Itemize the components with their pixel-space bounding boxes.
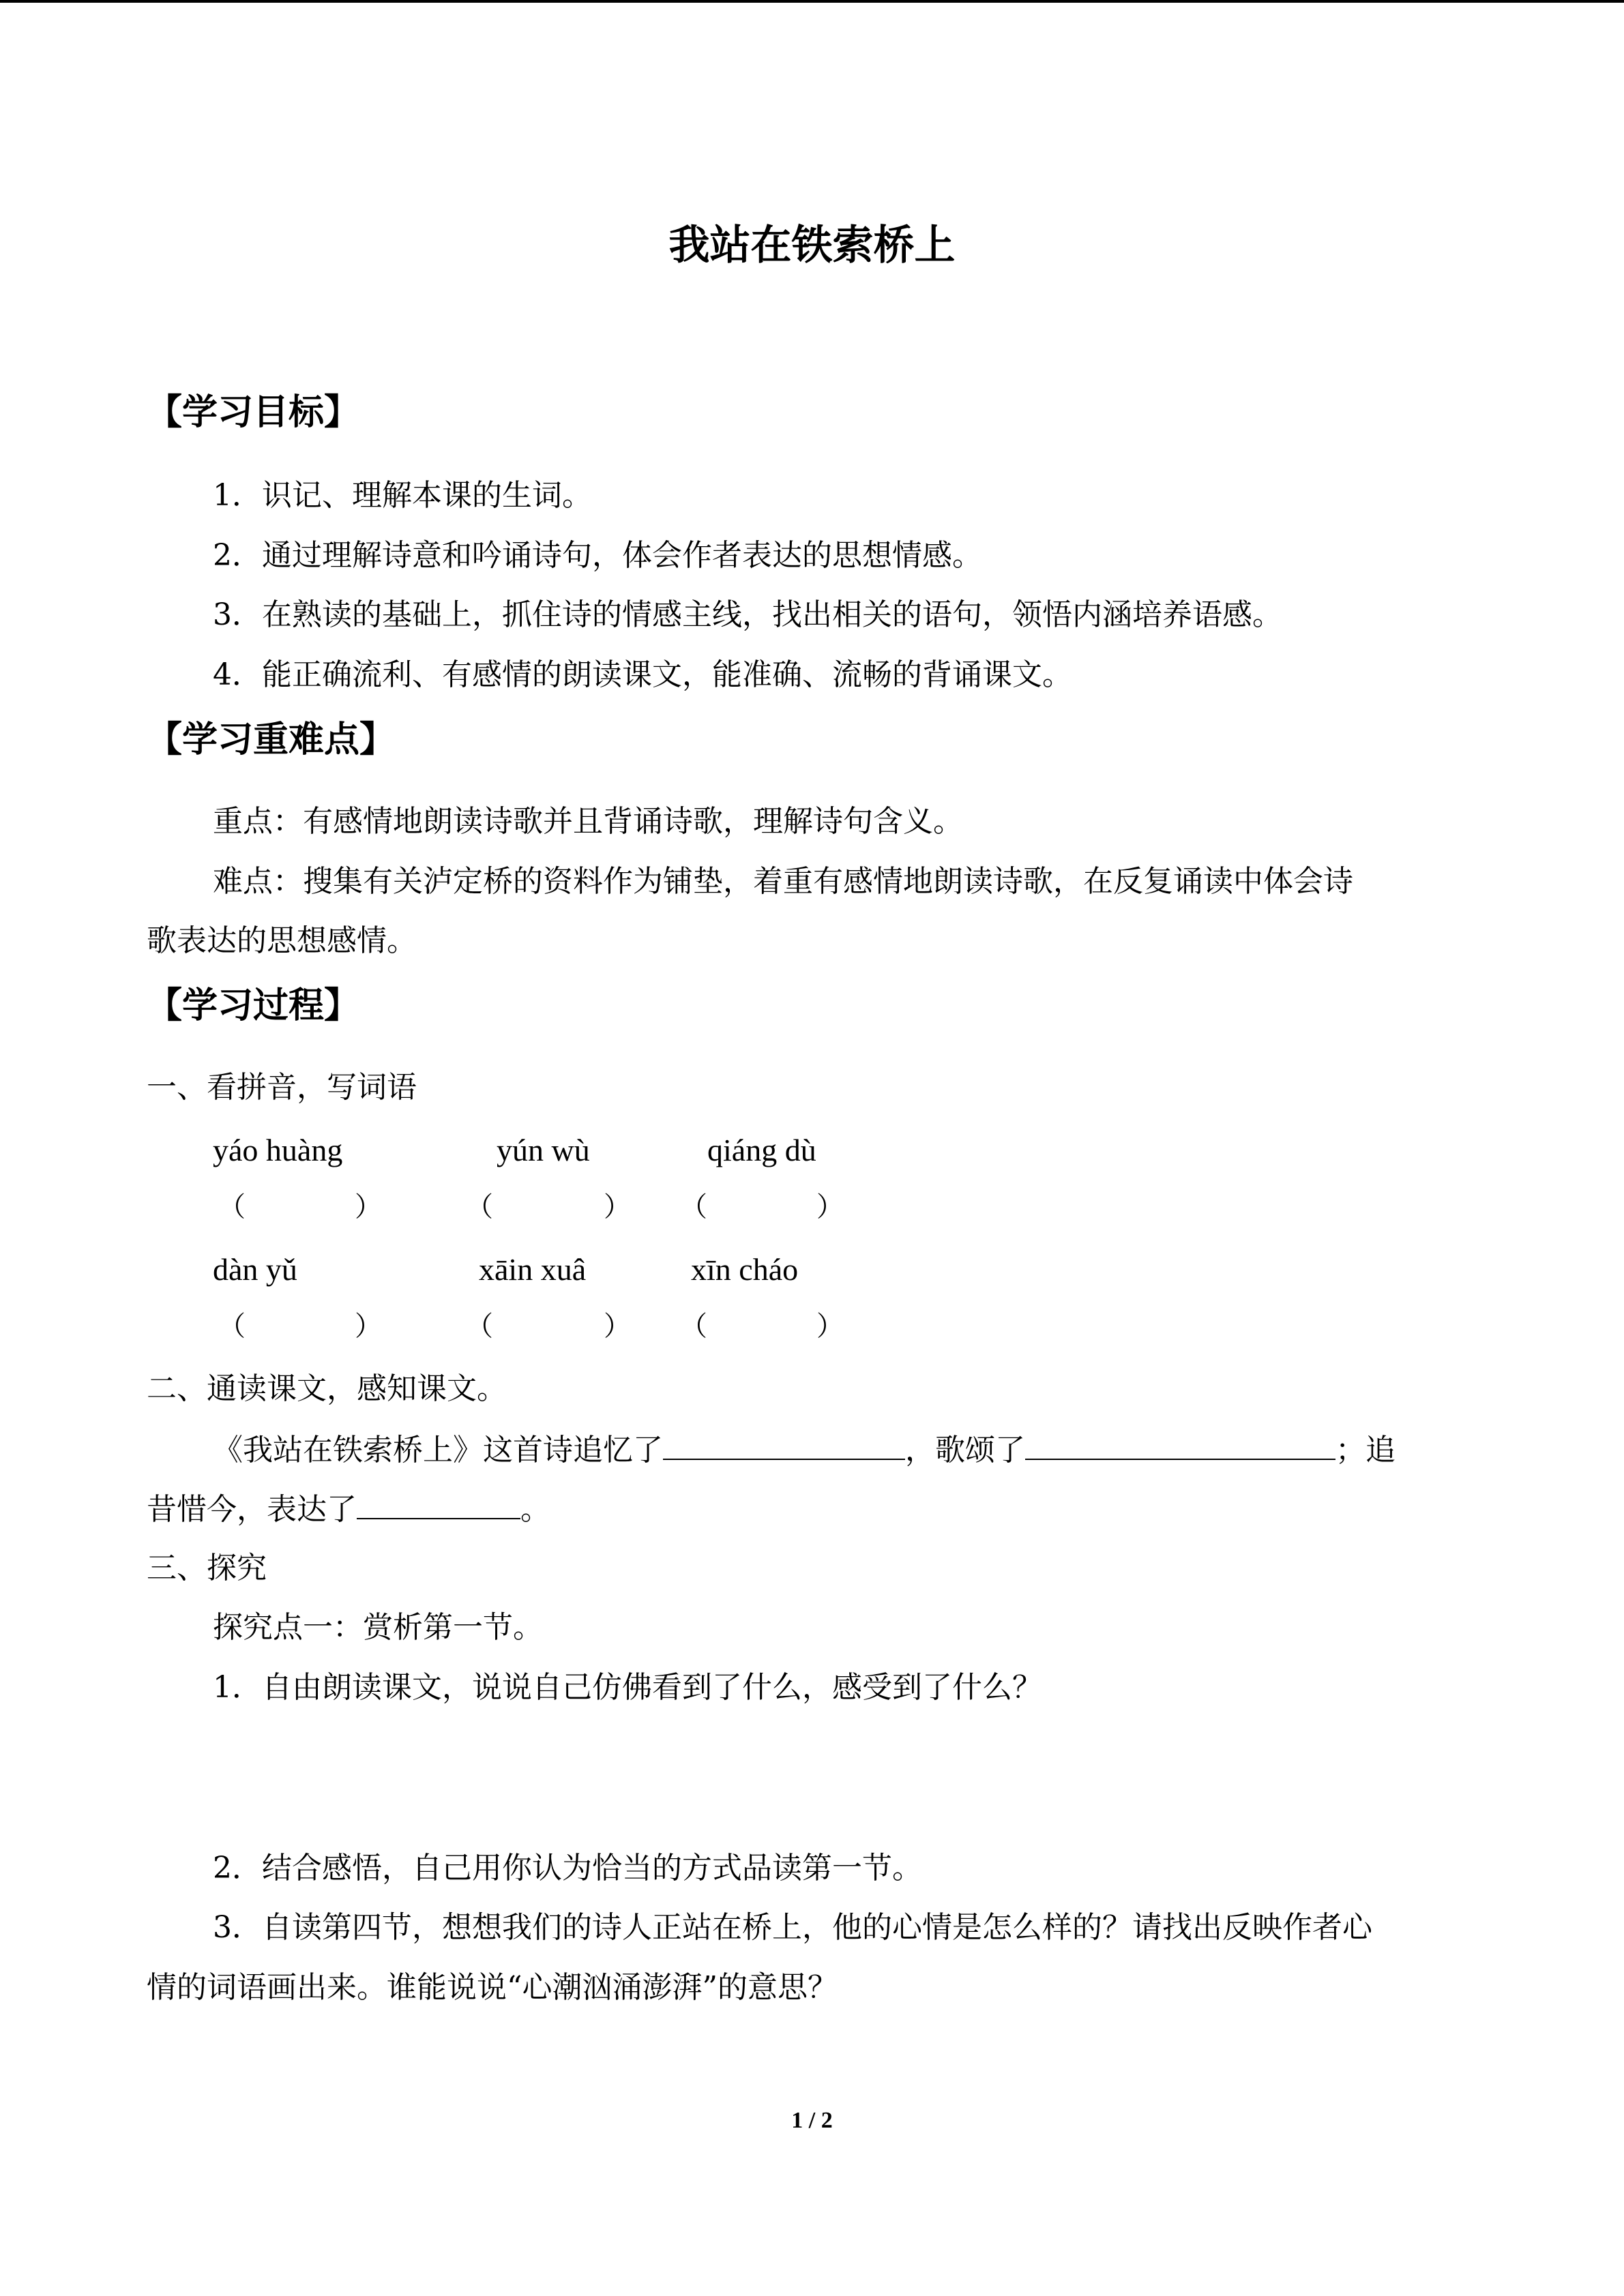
answer-paren-close: ）	[604, 1191, 631, 1223]
fill-text: ，歌颂了	[905, 1433, 1025, 1467]
pinyin-item: dàn yǔ	[213, 1252, 297, 1287]
process-heading: 【学习过程】	[147, 985, 360, 1026]
objective-item: 4．能正确流利、有感情的朗读课文，能准确、流畅的背诵课文。	[213, 657, 1072, 692]
fill-blank[interactable]	[1025, 1429, 1335, 1460]
answer-paren-close: ）	[816, 1311, 844, 1342]
pinyin-item: xīn cháo	[691, 1252, 799, 1287]
key-point-focus: 重点：有感情地朗读诗歌并且背诵诗歌，理解诗句含义。	[213, 804, 963, 839]
fill-in-sentence-cont	[147, 1488, 550, 1530]
answer-paren-open: （	[680, 1311, 707, 1342]
fill-text: ；追	[1335, 1433, 1396, 1467]
key-point-difficulty: 难点：搜集有关泸定桥的资料作为铺垫，着重有感情地朗读诗歌，在反复诵读中体会诗	[213, 864, 1353, 899]
question-cont: 情的词语画出来。谁能说说“心潮汹涌澎湃”的意思？	[147, 1970, 838, 2005]
pinyin-item: qiáng dù	[707, 1133, 816, 1167]
page-title: 我站在铁索桥上	[668, 222, 956, 269]
fill-in-sentence	[213, 1429, 1396, 1471]
answer-paren-open: （	[218, 1191, 246, 1223]
answer-paren-close: ）	[604, 1311, 631, 1342]
answer-paren-open: （	[680, 1191, 707, 1223]
answer-paren-close: ）	[816, 1191, 844, 1223]
page-number: 1 / 2	[791, 2108, 833, 2133]
fill-blank[interactable]	[357, 1488, 520, 1519]
section2-title: 二、通读课文，感知课文。	[147, 1371, 507, 1406]
fill-text: 昔惜今，表达了	[147, 1492, 357, 1527]
pinyin-item: xāin xuâ	[479, 1252, 587, 1287]
question: 3．自读第四节，想想我们的诗人正站在桥上，他的心情是怎么样的？请找出反映作者心	[213, 1910, 1372, 1945]
section1-title: 一、看拼音，写词语	[147, 1070, 417, 1105]
objectives-heading: 【学习目标】	[147, 392, 360, 433]
answer-paren-close: ）	[355, 1311, 382, 1342]
explore-point: 探究点一：赏析第一节。	[213, 1610, 543, 1645]
question: 2．结合感悟，自己用你认为恰当的方式品读第一节。	[213, 1851, 922, 1885]
key-point-difficulty-cont: 歌表达的思想感情。	[147, 923, 417, 958]
top-border	[0, 0, 1624, 3]
section3-title: 三、探究	[147, 1551, 267, 1585]
fill-blank[interactable]	[663, 1429, 905, 1460]
objective-item: 3．在熟读的基础上，抓住诗的情感主线，找出相关的语句，领悟内涵培养语感。	[213, 597, 1282, 632]
fill-text: 《我站在铁索桥上》这首诗追忆了	[213, 1433, 663, 1467]
answer-paren-open: （	[466, 1191, 493, 1223]
answer-paren-open: （	[218, 1311, 246, 1342]
objective-item: 2．通过理解诗意和吟诵诗句，体会作者表达的思想情感。	[213, 538, 982, 573]
objective-item: 1．识记、理解本课的生词。	[213, 478, 592, 513]
answer-paren-open: （	[466, 1311, 493, 1342]
pinyin-item: yáo huàng	[213, 1133, 343, 1167]
key-points-heading: 【学习重难点】	[147, 719, 396, 760]
answer-paren-close: ）	[355, 1191, 382, 1223]
pinyin-item: yún wù	[497, 1133, 590, 1167]
question: 1．自由朗读课文，说说自己仿佛看到了什么，感受到了什么？	[213, 1670, 1042, 1705]
fill-text: 。	[520, 1492, 550, 1527]
